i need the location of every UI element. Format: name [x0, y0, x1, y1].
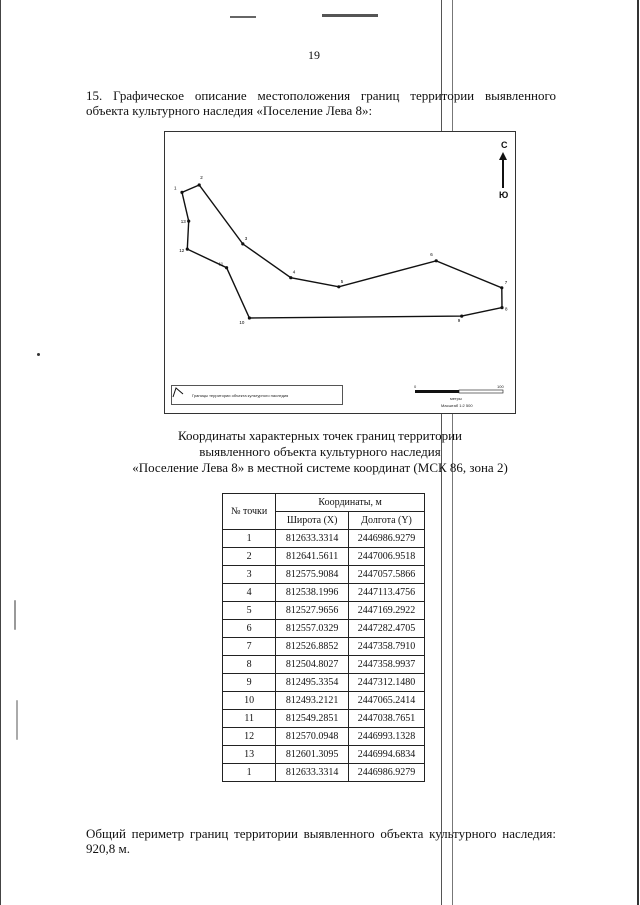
cell-point-number: 1 [223, 530, 276, 548]
cell-point-number: 11 [223, 710, 276, 728]
boundary-point-label: 7 [504, 279, 508, 285]
boundary-point-label: 10 [239, 320, 245, 325]
scan-top-mark-2 [322, 14, 378, 17]
scale-units-label: метры [450, 396, 462, 401]
boundary-point [289, 276, 292, 279]
boundary-point [337, 285, 340, 288]
boundary-point-label: 9 [457, 318, 461, 324]
cell-point-number: 10 [223, 692, 276, 710]
cell-longitude: 2447282.4705 [349, 620, 425, 638]
table-row [223, 638, 425, 656]
boundary-point [180, 191, 183, 194]
table-row [223, 674, 425, 692]
table-row [223, 764, 425, 782]
caption-line-1: Координаты характерных точек границ территории [178, 428, 462, 443]
coordinates-table [222, 493, 425, 782]
perimeter-text: Общий периметр границ территории выявленного объекта культурного наследия: 920,8 м. [86, 826, 556, 856]
cell-longitude: 2447358.7910 [349, 638, 425, 656]
coordinates-table-body [223, 530, 425, 782]
header-latitude: Широта (X) [276, 512, 349, 530]
scan-top-mark [230, 16, 256, 18]
boundary-point [460, 315, 463, 318]
boundary-point [225, 266, 228, 269]
header-coordinates: Координаты, м [276, 494, 425, 512]
header-longitude: Долгота (Y) [349, 512, 425, 530]
cell-longitude: 2447312.1480 [349, 674, 425, 692]
table-row [223, 746, 425, 764]
scan-edge-left [0, 0, 1, 905]
scale-right-label: 100 [497, 384, 504, 389]
table-row [223, 728, 425, 746]
boundary-line [182, 185, 502, 318]
cell-longitude: 2447169.2922 [349, 602, 425, 620]
boundary-point-label: 1 [174, 185, 177, 191]
boundary-point [186, 248, 189, 251]
cell-latitude: 812601.3095 [276, 746, 349, 764]
cell-latitude: 812575.9084 [276, 566, 349, 584]
cell-longitude: 2446993.1328 [349, 728, 425, 746]
cell-latitude: 812495.3354 [276, 674, 349, 692]
cell-latitude: 812557.0329 [276, 620, 349, 638]
table-row [223, 566, 425, 584]
scale-left-label: 0 [414, 384, 417, 389]
header-point-number: № точки [223, 494, 276, 530]
cell-longitude: 2447358.9937 [349, 656, 425, 674]
legend-text: Границы территории объекта культурного наследия [192, 393, 289, 398]
cell-latitude: 812504.8027 [276, 656, 349, 674]
cell-longitude: 2446986.9279 [349, 764, 425, 782]
boundary-map [164, 131, 516, 414]
cell-longitude: 2446994.6834 [349, 746, 425, 764]
boundary-point-label: 8 [505, 306, 508, 312]
boundary-map-drawing [165, 132, 515, 413]
scale-text: Масштаб 1:2 500 [441, 403, 473, 408]
table-row [223, 530, 425, 548]
boundary-point [187, 220, 190, 223]
scan-speck [37, 353, 40, 356]
boundary-point [435, 259, 438, 262]
cell-latitude: 812538.1996 [276, 584, 349, 602]
cell-point-number: 12 [223, 728, 276, 746]
legend-symbol-icon [172, 386, 184, 398]
cell-point-number: 3 [223, 566, 276, 584]
cell-latitude: 812549.2851 [276, 710, 349, 728]
boundary-point-label: 5 [340, 278, 344, 284]
south-label: Ю [499, 190, 509, 200]
boundary-point-label: 11 [218, 261, 224, 267]
cell-point-number: 1 [223, 764, 276, 782]
table-row [223, 710, 425, 728]
cell-longitude: 2447065.2414 [349, 692, 425, 710]
cell-point-number: 2 [223, 548, 276, 566]
scan-speck [16, 700, 18, 740]
section-heading: 15. Графическое описание местоположения границ территории выявленного объекта культурного наследия «Поселение Лева 8»: [86, 88, 556, 118]
boundary-point [198, 183, 201, 186]
cell-latitude: 812526.8852 [276, 638, 349, 656]
cell-latitude: 812527.9656 [276, 602, 349, 620]
table-row [223, 656, 425, 674]
boundary-point-label: 3 [244, 235, 248, 241]
map-legend [171, 385, 343, 405]
cell-point-number: 6 [223, 620, 276, 638]
cell-longitude: 2446986.9279 [349, 530, 425, 548]
scale-bar [415, 390, 503, 393]
boundary-point [500, 286, 503, 289]
boundary-polygon [174, 175, 508, 325]
cell-longitude: 2447038.7651 [349, 710, 425, 728]
cell-longitude: 2447006.9518 [349, 548, 425, 566]
boundary-point-label: 6 [430, 251, 433, 257]
cell-longitude: 2447113.4756 [349, 584, 425, 602]
table-row [223, 548, 425, 566]
north-arrow-icon [499, 152, 507, 188]
cell-latitude: 812570.0948 [276, 728, 349, 746]
boundary-point-label: 2 [200, 175, 203, 180]
table-caption [96, 428, 544, 476]
cell-point-number: 13 [223, 746, 276, 764]
cell-latitude: 812633.3314 [276, 530, 349, 548]
north-label: С [501, 140, 508, 150]
cell-point-number: 4 [223, 584, 276, 602]
cell-point-number: 7 [223, 638, 276, 656]
cell-longitude: 2447057.5866 [349, 566, 425, 584]
scan-speck [14, 600, 16, 630]
table-row [223, 620, 425, 638]
cell-latitude: 812641.5611 [276, 548, 349, 566]
caption-line-3: «Поселение Лева 8» в местной системе координат (МСК 86, зона 2) [132, 460, 508, 475]
table-row [223, 602, 425, 620]
boundary-point [500, 306, 503, 309]
caption-line-2: выявленного объекта культурного наследия [199, 444, 441, 459]
page-number: 19 [308, 48, 320, 62]
cell-latitude: 812493.2121 [276, 692, 349, 710]
scan-edge-right [637, 0, 639, 905]
table-row [223, 692, 425, 710]
cell-point-number: 8 [223, 656, 276, 674]
boundary-point [241, 242, 244, 245]
boundary-point [248, 316, 251, 319]
boundary-point-label: 12 [179, 248, 185, 254]
cell-point-number: 9 [223, 674, 276, 692]
table-row [223, 584, 425, 602]
cell-latitude: 812633.3314 [276, 764, 349, 782]
cell-point-number: 5 [223, 602, 276, 620]
boundary-point-label: 4 [292, 269, 296, 275]
boundary-point-label: 13 [180, 219, 186, 225]
